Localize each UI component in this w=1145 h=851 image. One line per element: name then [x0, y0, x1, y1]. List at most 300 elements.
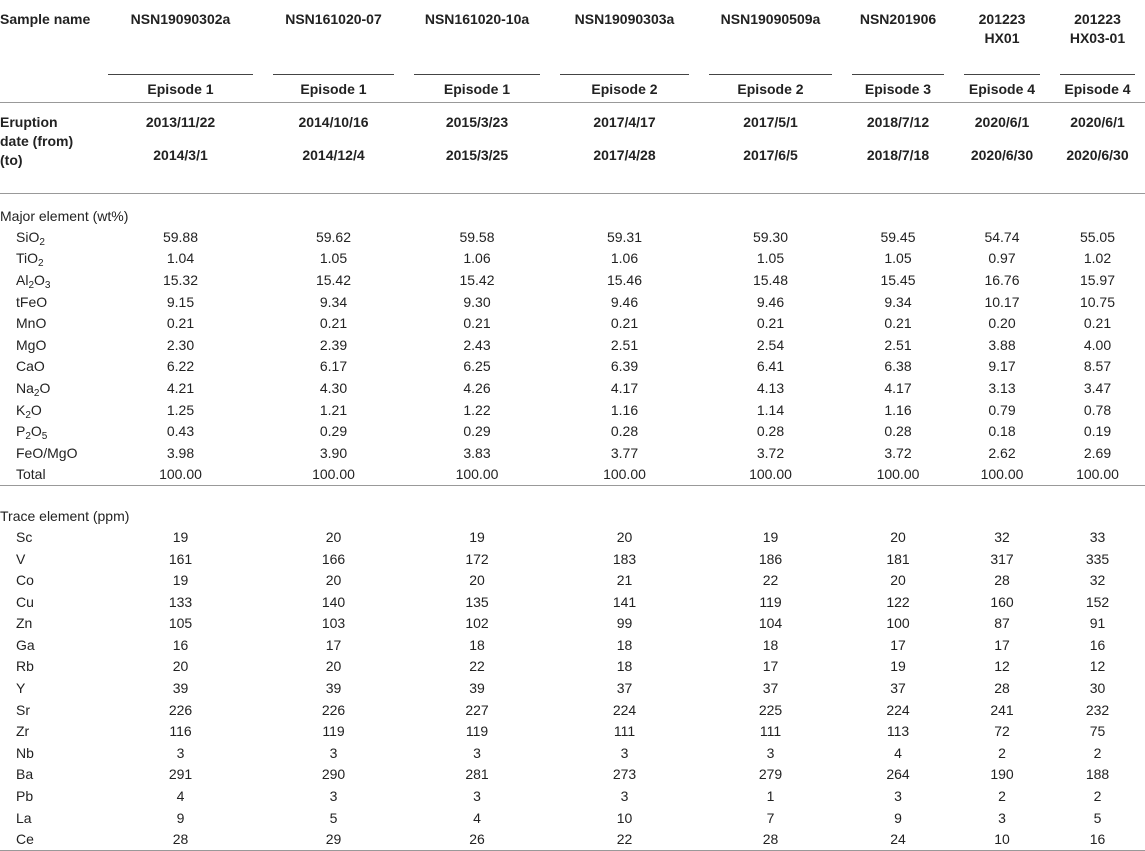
table-cell: 0.21 [319, 315, 348, 332]
table-cell: 9.46 [756, 293, 785, 310]
table-cell: 0.21 [756, 315, 785, 332]
table-cell: 3 [473, 744, 481, 761]
table-cell: 3.72 [756, 444, 785, 461]
table-cell: 18 [469, 636, 485, 653]
label-text: Zr [16, 723, 30, 740]
table-cell: 227 [465, 701, 489, 718]
episode-value: Episode 1 [108, 74, 253, 97]
table-cell: 9.34 [884, 293, 912, 310]
table-cell: 16 [1089, 636, 1106, 653]
table-cell: 28 [994, 680, 1010, 697]
table-row [0, 548, 1145, 570]
table-cell: 12 [1089, 658, 1106, 675]
episode-cell [550, 68, 699, 103]
table-cell: 119 [759, 593, 782, 610]
label-subscript: 5 [41, 431, 48, 443]
date-from: 2013/11/22 [145, 114, 216, 130]
sample-name-row [0, 0, 1145, 68]
table-row [0, 677, 1145, 699]
eruption-label-line2: date (from) [0, 133, 74, 149]
date-from: 2017/4/17 [593, 114, 656, 130]
episode-cell [263, 68, 404, 103]
row-label [0, 548, 98, 570]
table-cell: 87 [994, 615, 1010, 632]
episode-value: Episode 1 [414, 74, 540, 97]
table-cell: 1.21 [319, 401, 348, 418]
table-cell: 0.28 [884, 423, 912, 440]
table-cell: 29 [263, 828, 404, 850]
table-cell: 100.00 [842, 464, 954, 486]
table-cell: 0.29 [319, 423, 348, 440]
table-cell: 111 [759, 723, 782, 740]
sample-name-line1: NSN19090302a [130, 11, 231, 27]
table-row [0, 334, 1145, 356]
episode-value: Episode 4 [964, 74, 1040, 97]
row-label [0, 785, 98, 807]
table-cell: 273 [612, 766, 637, 783]
table-cell: 100.00 [954, 464, 1050, 486]
table-cell: 1.25 [166, 401, 195, 418]
label-text: V [16, 550, 26, 567]
table-cell: 161 [168, 550, 193, 567]
table-cell: 3.90 [319, 444, 348, 461]
row-label [0, 442, 98, 464]
table-cell: 39 [325, 680, 342, 697]
label-subscript: 2 [28, 279, 35, 291]
table-cell: 0.21 [463, 315, 491, 332]
label-text: La [16, 809, 32, 826]
eruption-date-cell [1050, 103, 1145, 194]
table-cell: 0.43 [166, 423, 195, 440]
table-cell: 72 [994, 723, 1010, 740]
table-cell: 6.41 [756, 358, 785, 375]
table-cell: 1.05 [884, 250, 912, 267]
table-cell: 20 [616, 528, 633, 545]
row-label [0, 269, 98, 291]
label-text: O [39, 379, 51, 396]
table-row [0, 226, 1145, 248]
row-label [0, 399, 98, 421]
table-row [0, 399, 1145, 421]
table-cell: 6.25 [463, 358, 491, 375]
table-cell: 17 [325, 636, 342, 653]
table-cell: 0.21 [610, 315, 639, 332]
table-cell: 4.00 [1083, 336, 1112, 353]
episode-value: Episode 2 [709, 74, 832, 97]
table-cell: 264 [886, 766, 910, 783]
date-to: 2017/4/28 [593, 147, 656, 163]
table-cell: 140 [321, 593, 346, 610]
table-cell: 0.20 [988, 315, 1016, 332]
sample-name-cell [404, 0, 550, 68]
table-cell: 28 [699, 828, 842, 850]
sample-name-cell [98, 0, 263, 68]
row-label [0, 248, 98, 270]
label-text: tFeO [16, 293, 48, 310]
table-cell: 133 [168, 593, 193, 610]
major-section-row [0, 194, 1145, 227]
label-text: Al [16, 271, 29, 288]
table-row [0, 785, 1145, 807]
sample-name-label: Sample name [0, 11, 91, 27]
sample-name-cell [842, 0, 954, 68]
table-row [0, 613, 1145, 635]
episode-value: Episode 3 [852, 74, 944, 97]
episode-label [0, 68, 98, 103]
table-cell: 1.05 [756, 250, 785, 267]
table-cell: 4 [176, 788, 185, 805]
table-cell: 0.29 [463, 423, 491, 440]
table-cell: 4.26 [463, 379, 491, 396]
table-cell: 39 [469, 680, 485, 697]
table-cell: 59.62 [315, 228, 352, 245]
table-cell: 1.05 [319, 250, 348, 267]
label-text: TiO [16, 250, 39, 267]
table-cell: 1.06 [463, 250, 491, 267]
table-row [0, 526, 1145, 548]
sample-name-line2: HX01 [984, 30, 1020, 46]
table-cell: 100 [886, 615, 910, 632]
label-text: O [30, 401, 42, 418]
sample-name-cell [699, 0, 842, 68]
table-cell: 102 [465, 615, 489, 632]
table-cell: 55.05 [1079, 228, 1116, 245]
table-cell: 0.19 [1083, 423, 1112, 440]
table-cell: 2 [998, 744, 1006, 761]
table-cell: 3.98 [166, 444, 195, 461]
table-cell: 122 [886, 593, 910, 610]
sample-name-line1: NSN19090509a [720, 11, 821, 27]
row-label [0, 807, 98, 829]
table-cell: 3.72 [884, 444, 912, 461]
table-cell: 3 [329, 744, 338, 761]
table-cell: 103 [321, 615, 346, 632]
label-text: O [30, 423, 42, 440]
table-cell: 4 [894, 744, 902, 761]
label-subscript: 2 [25, 409, 31, 421]
table-cell: 18 [616, 636, 633, 653]
table-cell: 281 [465, 766, 489, 783]
table-cell: 3 [620, 788, 629, 805]
table-cell: 226 [168, 701, 193, 718]
table-cell: 188 [1085, 766, 1110, 783]
table-cell: 2.51 [610, 336, 639, 353]
table-cell: 152 [1085, 593, 1110, 610]
table-cell: 20 [325, 572, 342, 589]
table-cell: 183 [612, 550, 637, 567]
sample-name-cell [1050, 0, 1145, 68]
eruption-date-cell [954, 103, 1050, 194]
table-cell: 1.16 [884, 401, 912, 418]
table-cell: 141 [612, 593, 637, 610]
table-cell: 1.14 [756, 401, 785, 418]
sample-name-cell [954, 0, 1050, 68]
eruption-date-label [0, 103, 98, 194]
episode-cell [98, 68, 263, 103]
table-cell: 59.45 [880, 228, 916, 245]
table-cell: 8.57 [1083, 358, 1112, 375]
table-row [0, 420, 1145, 442]
major-section-title: Major element (wt%) [0, 208, 129, 224]
table-cell: 113 [886, 723, 910, 740]
label-text: FeO/MgO [16, 444, 78, 461]
episode-value: Episode 4 [1060, 74, 1135, 97]
table-cell: 335 [1085, 550, 1110, 567]
sample-name-line1: NSN161020-07 [285, 11, 382, 27]
label-text: Cu [16, 593, 34, 610]
table-cell: 10.17 [984, 293, 1020, 310]
table-cell: 104 [758, 615, 783, 632]
eruption-date-cell [550, 103, 699, 194]
row-label [0, 764, 98, 786]
episode-row [0, 68, 1145, 103]
date-from: 2020/6/1 [974, 114, 1030, 130]
table-cell: 2.54 [756, 336, 785, 353]
table-cell: 15.45 [880, 271, 916, 288]
table-cell: 5 [329, 809, 338, 826]
row-label [0, 591, 98, 613]
table-cell: 3.13 [988, 379, 1016, 396]
table-cell: 4.17 [884, 379, 912, 396]
table-cell: 19 [172, 572, 189, 589]
section-gap-cell [0, 486, 1145, 495]
sample-name-line1: 201223 [1074, 11, 1121, 27]
label-subscript: 2 [25, 431, 31, 443]
table-cell: 2.39 [319, 336, 348, 353]
table-row [0, 569, 1145, 591]
table-cell: 19 [172, 528, 189, 545]
table-cell: 100.00 [98, 464, 263, 486]
date-to: 2020/6/30 [970, 147, 1034, 163]
table-cell: 22 [469, 658, 485, 675]
table-cell: 24 [842, 828, 954, 850]
table-cell: 0.78 [1083, 401, 1112, 418]
date-to: 2017/6/5 [743, 147, 798, 163]
episode-cell [404, 68, 550, 103]
date-to: 2014/3/1 [153, 147, 208, 163]
table-cell: 225 [758, 701, 783, 718]
table-cell: 20 [890, 528, 906, 545]
sample-name-cell [263, 0, 404, 68]
table-cell: 100.00 [404, 464, 550, 486]
trace-section-row [0, 494, 1145, 526]
table-cell: 3.88 [988, 336, 1016, 353]
table-cell: 18 [762, 636, 779, 653]
table-cell: 1 [766, 788, 775, 805]
label-subscript: 2 [33, 387, 40, 399]
table-row [0, 269, 1145, 291]
label-subscript: 2 [38, 258, 44, 270]
episode-cell [842, 68, 954, 103]
row-label [0, 334, 98, 356]
table-cell: 37 [616, 680, 633, 697]
table-cell: 10 [954, 828, 1050, 850]
label-subscript: 3 [44, 279, 51, 291]
table-row [0, 807, 1145, 829]
table-cell: 3.77 [610, 444, 639, 461]
table-cell: 2 [1093, 744, 1102, 761]
table-cell: 3.83 [463, 444, 491, 461]
table-row [0, 464, 1145, 486]
table-cell: 0.28 [756, 423, 785, 440]
table-cell: 0.28 [610, 423, 639, 440]
table-cell: 0.21 [166, 315, 195, 332]
row-label [0, 720, 98, 742]
episode-cell [699, 68, 842, 103]
table-cell: 279 [758, 766, 783, 783]
table-row [0, 764, 1145, 786]
table-cell: 15.32 [162, 271, 199, 288]
label-text: Sr [16, 701, 30, 718]
table-cell: 9.15 [166, 293, 195, 310]
table-cell: 19 [762, 528, 779, 545]
date-to: 2015/3/25 [445, 147, 509, 163]
table-cell: 9 [894, 809, 902, 826]
table-cell: 2.51 [884, 336, 912, 353]
table-cell: 17 [994, 636, 1010, 653]
sample-name-line1: NSN161020-10a [424, 11, 530, 27]
table-cell: 2.69 [1083, 444, 1112, 461]
table-cell: 20 [325, 658, 342, 675]
date-from: 2020/6/1 [1070, 114, 1125, 130]
table-cell: 9 [176, 809, 185, 826]
table-cell: 119 [322, 723, 345, 740]
table-cell: 28 [98, 828, 263, 850]
table-cell: 28 [994, 572, 1010, 589]
row-label [0, 377, 98, 399]
table-cell: 0.79 [988, 401, 1016, 418]
table-cell: 39 [172, 680, 189, 697]
date-from: 2018/7/12 [866, 114, 930, 130]
sample-name-cell [550, 0, 699, 68]
episode-cell [1050, 68, 1145, 103]
eruption-date-row [0, 103, 1145, 194]
table-cell: 2.30 [166, 336, 195, 353]
table-cell: 1.22 [463, 401, 491, 418]
eruption-label-line3: (to) [0, 152, 23, 168]
episode-value: Episode 2 [560, 74, 689, 97]
table-cell: 99 [616, 615, 633, 632]
table-cell: 17 [890, 636, 906, 653]
label-text: Zn [16, 615, 33, 632]
label-text: K [16, 401, 26, 418]
eruption-date-cell [842, 103, 954, 194]
table-cell: 91 [1089, 615, 1106, 632]
table-cell: 37 [762, 680, 779, 697]
date-from: 2015/3/23 [445, 114, 509, 130]
table-cell: 0.18 [988, 423, 1016, 440]
table-row [0, 591, 1145, 613]
date-to: 2020/6/30 [1066, 147, 1129, 163]
table-cell: 3 [998, 809, 1006, 826]
table-cell: 4.13 [756, 379, 785, 396]
label-subscript: 2 [39, 236, 45, 248]
date-from: 2014/10/16 [298, 114, 369, 130]
table-cell: 105 [168, 615, 193, 632]
table-cell: 291 [168, 766, 193, 783]
table-cell: 224 [886, 701, 910, 718]
table-cell: 26 [404, 828, 550, 850]
table-row [0, 656, 1145, 678]
table-cell: 59.31 [606, 228, 643, 245]
table-cell: 20 [325, 528, 342, 545]
table-cell: 15.97 [1079, 271, 1116, 288]
table-cell: 15.46 [606, 271, 643, 288]
table-cell: 22 [550, 828, 699, 850]
table-cell: 166 [321, 550, 346, 567]
table-cell: 100.00 [263, 464, 404, 486]
row-label [0, 677, 98, 699]
date-to: 2018/7/18 [866, 147, 930, 163]
row-label [0, 356, 98, 378]
label-text: Rb [16, 658, 34, 675]
label-text: Total [16, 466, 46, 483]
label-text: Sc [16, 528, 33, 545]
table-cell: 30 [1089, 680, 1106, 697]
label-text: Y [16, 680, 26, 697]
table-cell: 6.39 [610, 358, 639, 375]
episode-cell [954, 68, 1050, 103]
table-row [0, 356, 1145, 378]
table-cell: 232 [1085, 701, 1110, 718]
table-cell: 100.00 [550, 464, 699, 486]
table-cell: 19 [469, 528, 485, 545]
eruption-date-cell [98, 103, 263, 194]
table-cell: 20 [172, 658, 189, 675]
table-cell: 4.21 [166, 379, 195, 396]
table-cell: 9.30 [463, 293, 491, 310]
table-cell: 119 [465, 723, 489, 740]
table-cell: 18 [616, 658, 633, 675]
table-cell: 75 [1089, 723, 1106, 740]
table-cell: 20 [469, 572, 485, 589]
row-label [0, 420, 98, 442]
table-row [0, 312, 1145, 334]
table-cell: 59.30 [752, 228, 789, 245]
table-cell: 22 [762, 572, 779, 589]
table-cell: 6.17 [319, 358, 348, 375]
table-cell: 32 [1089, 572, 1106, 589]
table-cell: 0.97 [988, 250, 1016, 267]
table-cell: 181 [886, 550, 910, 567]
table-cell: 19 [890, 658, 906, 675]
label-text: CaO [16, 358, 45, 375]
table-cell: 241 [990, 701, 1014, 718]
table-cell: 111 [613, 723, 636, 740]
table-row [0, 699, 1145, 721]
row-label [0, 312, 98, 334]
table-cell: 9.46 [610, 293, 639, 310]
table-cell: 15.48 [752, 271, 789, 288]
sample-name-line2: HX03-01 [1069, 30, 1126, 46]
table-cell: 59.88 [162, 228, 199, 245]
table-cell: 3 [894, 788, 902, 805]
row-label [0, 742, 98, 764]
label-text: Ba [16, 766, 34, 783]
label-text: MgO [16, 336, 47, 353]
table-cell: 3 [766, 744, 775, 761]
table-cell: 16.76 [984, 271, 1020, 288]
label-text: Ce [16, 831, 34, 848]
sample-name-line1: NSN201906 [859, 11, 937, 27]
table-cell: 17 [762, 658, 779, 675]
table-cell: 9.17 [988, 358, 1016, 375]
table-cell: 6.38 [884, 358, 912, 375]
table-cell: 10.75 [1079, 293, 1116, 310]
table-cell: 0.21 [1083, 315, 1112, 332]
table-cell: 59.58 [459, 228, 495, 245]
table-cell: 224 [612, 701, 637, 718]
